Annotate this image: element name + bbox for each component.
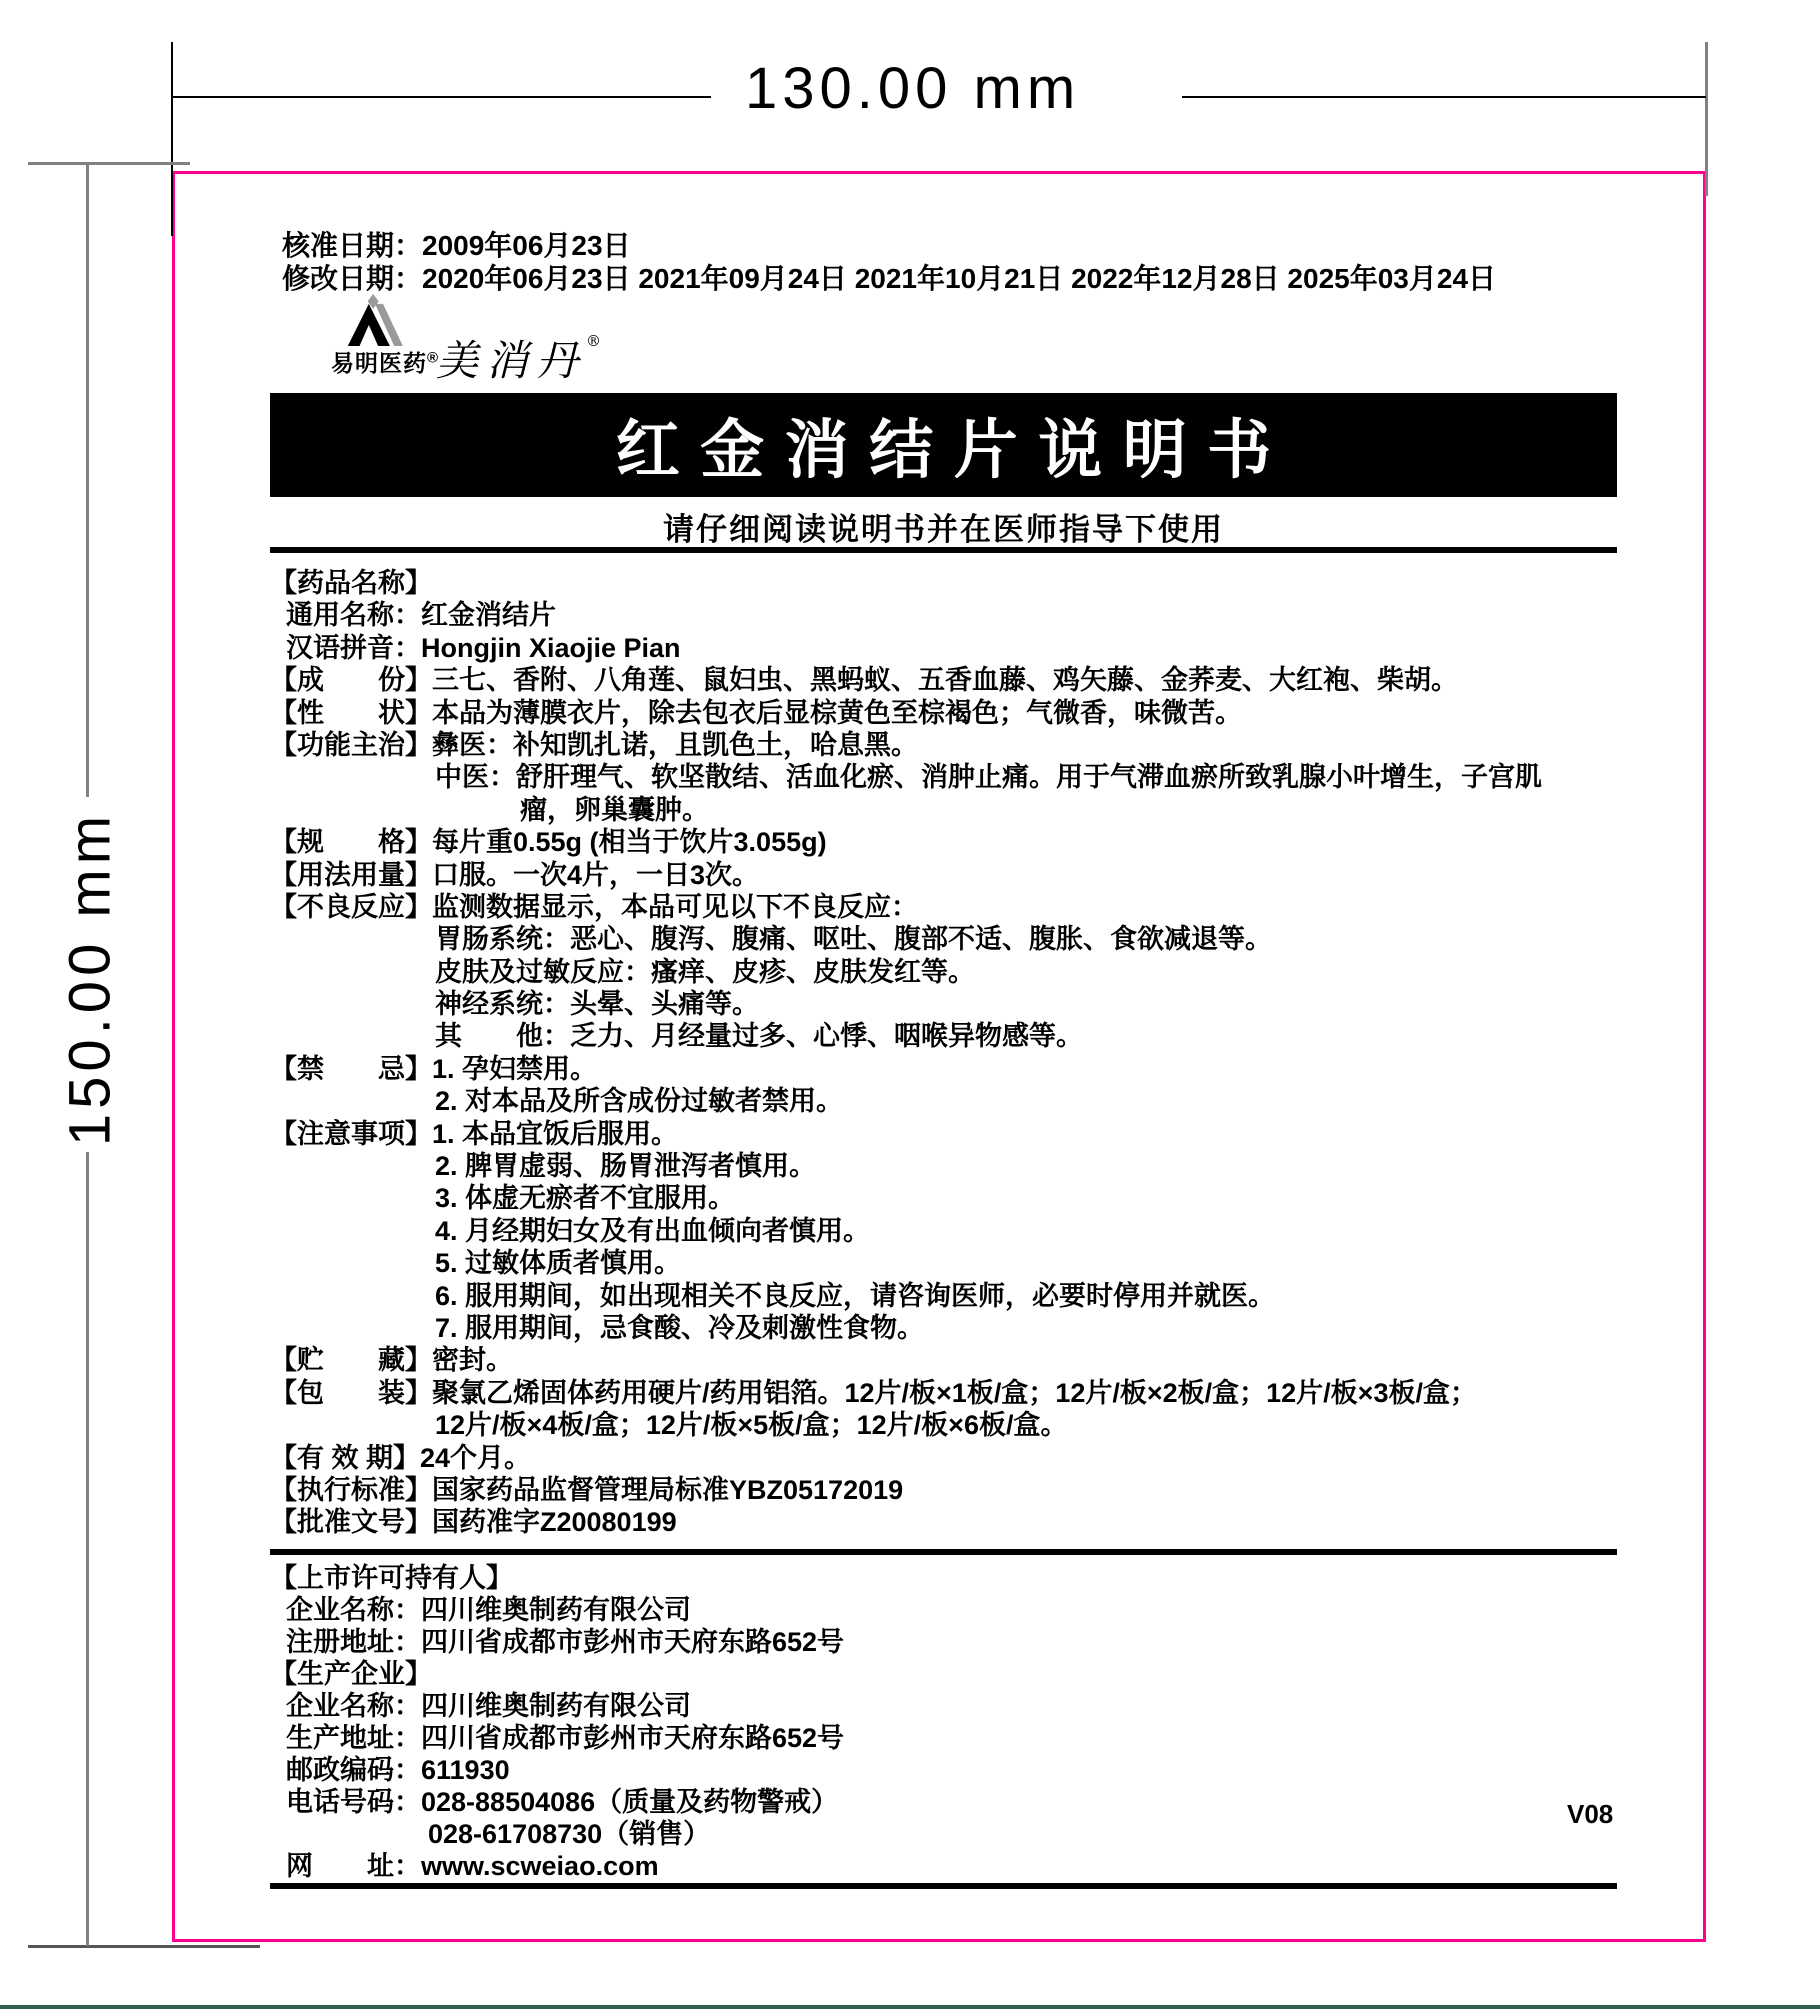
company-registered-icon: ® [427, 349, 440, 367]
text-line: 皮肤及过敏反应：瘙痒、皮疹、皮肤发红等。 [435, 956, 975, 987]
subtitle-rule [270, 547, 1617, 553]
left-top-tick [28, 162, 190, 165]
text-line: 瘤，卵巢囊肿。 [520, 794, 709, 825]
text-line: 神经系统：头晕、头痛等。 [435, 989, 759, 1020]
text-line: 企业名称：四川维奥制药有限公司 [286, 1595, 691, 1625]
company-logo-mountain-icon [344, 294, 406, 346]
text-line: 【包 装】聚氯乙烯固体药用硬片/药用铝箔。12片/板×1板/盒；12片/板×2板/盒；12片/板×3板/盒； [270, 1377, 1477, 1408]
company-wordmark-text: 易明医药 [331, 350, 427, 376]
left-dim-line-bottom [86, 1152, 89, 1946]
text-line: 【贮 藏】密封。 [270, 1345, 513, 1376]
width-dimension-label: 130.00 mm [745, 56, 1081, 121]
text-line: 7. 服用期间，忌食酸、冷及刺激性食物。 [435, 1312, 925, 1343]
text-line: 通用名称：红金消结片 [286, 600, 556, 631]
text-line: 胃肠系统：恶心、腹泻、腹痛、呕吐、腹部不适、腹胀、食欲减退等。 [435, 924, 1272, 955]
text-line: 6. 服用期间，如出现相关不良反应，请咨询医师，必要时停用并就医。 [435, 1280, 1276, 1311]
product-mark-text: 美消丹 [436, 336, 587, 385]
text-line: 2. 对本品及所含成份过敏者禁用。 [435, 1086, 844, 1117]
text-line: 【生产企业】 [270, 1659, 432, 1689]
text-line: 其 他：乏力、月经量过多、心悸、咽喉异物感等。 [435, 1021, 1083, 1052]
text-line: 【注意事项】1. 本品宜饭后服用。 [270, 1118, 679, 1149]
text-line: 028-61708730（销售） [428, 1819, 711, 1849]
text-line: 【用法用量】口服。一次4片，一日3次。 [270, 859, 760, 890]
holder-section-rule [270, 1549, 1617, 1555]
company-wordmark [331, 345, 439, 378]
text-line: 【功能主治】彝医：补知凯扎诺，且凯色土，哈息黑。 [270, 729, 918, 760]
text-line: 【不良反应】监测数据显示，本品可见以下不良反应： [270, 891, 918, 922]
page-title: 红金消结片说明书 [615, 414, 1292, 486]
text-line: 网 址：www.scweiao.com [286, 1851, 659, 1881]
version-code: V08 [1567, 1799, 1614, 1829]
text-line: 企业名称：四川维奥制药有限公司 [286, 1691, 691, 1721]
text-line: 12片/板×4板/盒；12片/板×5板/盒；12片/板×6板/盒。 [435, 1410, 1068, 1441]
revision-date-line: 修改日期：2020年06月23日 2021年09月24日 2021年10月21日 2022年12月28日 2025年03月24日 [282, 263, 1497, 294]
text-line: 4. 月经期妇女及有出血倾向者慎用。 [435, 1215, 871, 1246]
product-mark [436, 328, 609, 388]
text-line: 【性 状】本品为薄膜衣片，除去包衣后显棕黄色至棕褐色；气微香，味微苦。 [270, 697, 1242, 728]
height-dimension-label: 150.00 mm [57, 810, 123, 1147]
product-registered-icon: ® [586, 332, 610, 350]
text-line: 【药品名称】 [270, 568, 432, 598]
page-subtitle: 请仔细阅读说明书并在医师指导下使用 [663, 512, 1224, 547]
text-line: 邮政编码：611930 [286, 1755, 510, 1785]
title-banner [270, 393, 1617, 497]
text-line: 【规 格】每片重0.55g (相当于饮片3.055g) [270, 827, 827, 858]
text-line: 生产地址：四川省成都市彭州市天府东路652号 [286, 1723, 845, 1753]
body-text-block [270, 567, 1670, 1539]
text-line: 【上市许可持有人】 [270, 1563, 513, 1593]
text-line: 3. 体虚无瘀者不宜服用。 [435, 1183, 736, 1214]
left-dim-line-top [86, 165, 89, 797]
top-left-tick [171, 42, 173, 236]
top-right-tick [1705, 42, 1708, 196]
text-line: 【成 份】三七、香附、八角莲、鼠妇虫、黑蚂蚁、五香血藤、鸡矢藤、金荞麦、大红袍、柴胡。 [270, 665, 1458, 696]
text-line: 注册地址：四川省成都市彭州市天府东路652号 [286, 1627, 845, 1657]
text-line: 【执行标准】国家药品监督管理局标准YBZ05172019 [270, 1474, 904, 1505]
bottom-edge-line [0, 2005, 1820, 2009]
top-dim-line-right [1182, 96, 1706, 98]
text-line: 【批准文号】国药准字Z20080199 [270, 1507, 677, 1538]
text-line: 【有 效 期】24个月。 [270, 1442, 532, 1473]
text-line: 5. 过敏体质者慎用。 [435, 1248, 682, 1279]
bottom-rule [270, 1883, 1617, 1889]
text-line: 【禁 忌】1. 孕妇禁用。 [270, 1053, 598, 1084]
approval-date-line: 核准日期：2009年06月23日 [282, 230, 631, 261]
text-line: 汉语拼音：Hongjin Xiaojie Pian [286, 632, 681, 663]
text-line: 电话号码：028-88504086（质量及药物警戒） [286, 1787, 839, 1817]
text-line: 2. 脾胃虚弱、肠胃泄泻者慎用。 [435, 1151, 817, 1182]
manufacturer-text-block [270, 1562, 1670, 1882]
left-bottom-tick [28, 1945, 260, 1948]
top-dim-line-left [173, 96, 711, 98]
text-line: 中医：舒肝理气、软坚散结、活血化瘀、消肿止痛。用于气滞血瘀所致乳腺小叶增生，子宫肌 [435, 762, 1542, 793]
